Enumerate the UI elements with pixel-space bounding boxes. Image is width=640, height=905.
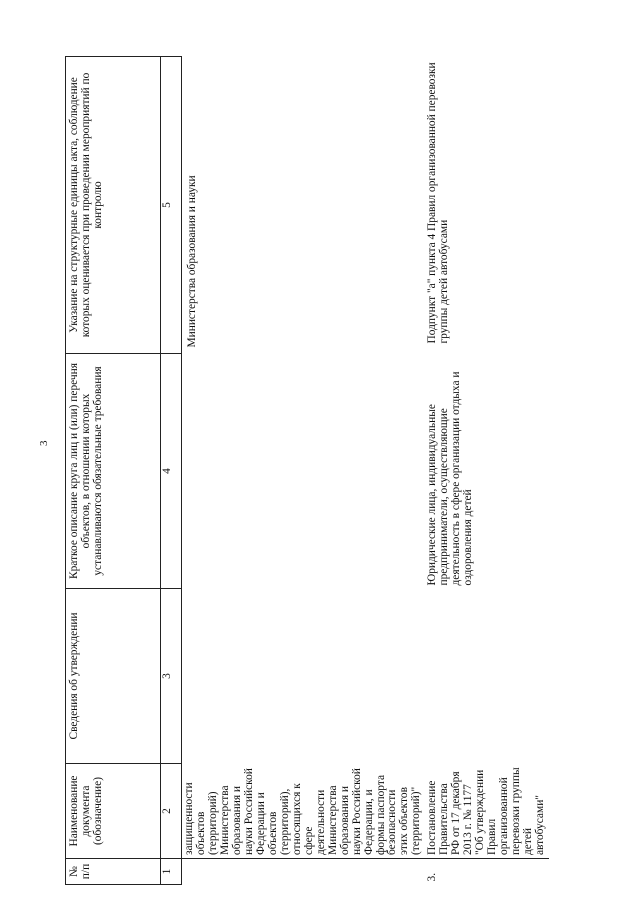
header-document-name: Наименование документа (обозначение) xyxy=(66,764,161,859)
document-name-cell: Постановление Правительства РФ от 17 декабря 2013 г. № 1177 "Об утверждении Правил организованной перевозки группы детей автобусами" xyxy=(426,767,547,855)
column-number: 4 xyxy=(161,354,182,589)
rotated-table-container xyxy=(65,57,599,885)
table-row xyxy=(182,57,426,885)
header-scope-description: Краткое описание круга лиц и (или) перечня объектов, в отношении которых устанавливаются обязательные требования xyxy=(66,354,161,589)
column-number: 2 xyxy=(161,764,182,859)
requirements-table xyxy=(65,56,549,885)
column-number: 1 xyxy=(161,859,182,885)
approval-cell xyxy=(425,589,549,764)
document-name-cell: защищенности объектов (территорий) Министерства образования и науки Российской Федерации и объектов (территорий), относящихся к сфере деятельности Министерства образования и науки Российской Федерации, и формы паспорта безопасности этих объектов (территорий)" xyxy=(183,768,423,855)
table-header-row xyxy=(66,57,161,885)
header-structural-units: Указание на структурные единицы акта, соблюдение которых оценивается при проведении мероприятий по контролю xyxy=(66,57,161,354)
header-approval-info: Сведения об утверждении xyxy=(66,589,161,764)
table-row xyxy=(425,57,549,885)
description-cell xyxy=(182,354,426,589)
structural-units-cell: Подпункт "а" пункта 4 Правил организованной перевозки группы детей автобусами xyxy=(426,62,451,344)
column-number: 5 xyxy=(161,57,182,354)
column-number: 3 xyxy=(161,589,182,764)
header-num: № п/п xyxy=(66,859,161,885)
row-number: 3. xyxy=(425,859,549,885)
structural-units-cell: Министерства образования и науки xyxy=(186,175,198,348)
column-number-row xyxy=(161,57,182,885)
page-number: 3 xyxy=(38,440,50,446)
row-number xyxy=(182,859,426,885)
approval-cell xyxy=(182,589,426,764)
description-cell: Юридические лица, индивидуальные предприниматели, осуществляющие деятельность в сфере организации отдыха и оздоровления детей xyxy=(426,371,475,586)
